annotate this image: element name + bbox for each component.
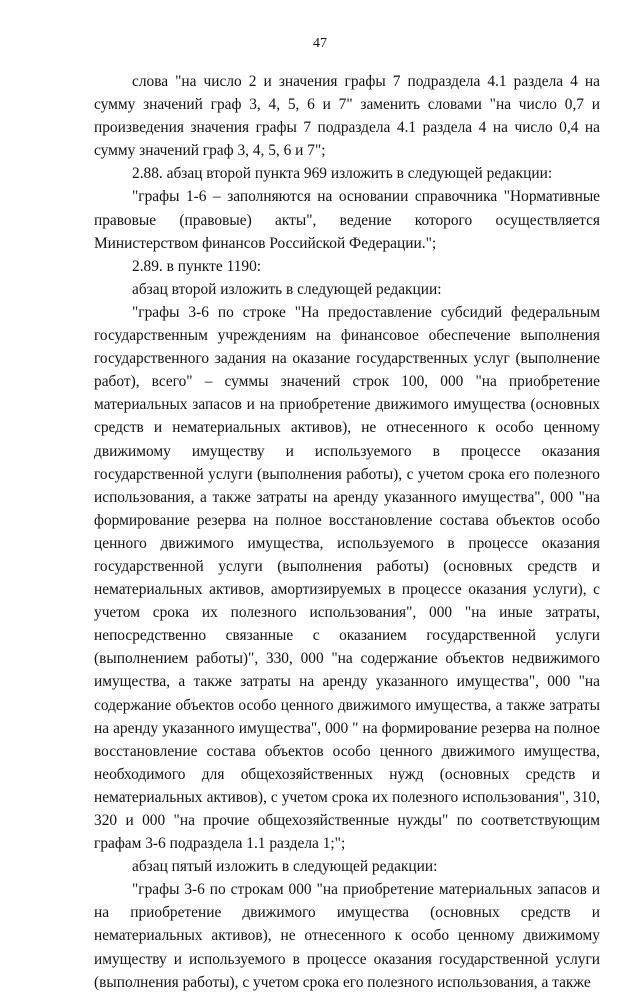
document-body: [94, 70, 600, 994]
paragraph-second-abzac: абзац второй изложить в следующей редакции:: [132, 280, 442, 298]
page-number: 47: [313, 36, 327, 51]
paragraph-columns-3-6-rows: "графы 3-6 по строкам 000 "на приобретение материальных запасов и на приобретение движимого имущества (основных средств и нематериальных активов), не отнесенного к особо ценному движимому имуществу и используемого в процессе оказания государственной услуги (выполнения работы), с учетом срока его полезного использования, а также: [94, 881, 600, 991]
paragraph-item-2-88: 2.88. абзац второй пункта 969 изложить в следующей редакции:: [132, 165, 553, 183]
paragraph-columns-1-6: "графы 1-6 – заполняются на основании справочника "Нормативные правовые (правовые) акты", ведение которого осуществляется Министерством финансов Российской Федерации.";: [94, 188, 600, 252]
paragraph-fifth-abzac: абзац пятый изложить в следующей редакции:: [132, 858, 438, 876]
paragraph-columns-3-6-subsidies: "графы 3-6 по строке "На предоставление субсидий федеральным государственным учреждениям на финансовое обеспечение выполнения государственного задания на оказание государственных услуг (выполнение работ), всего" – суммы значений строк 100, 000 "на приобретение материальных запасов и на приобретение движимого имущества (основных средств и нематериальных активов), не отнесенного к особо ценному движимому имуществу и используемого в процессе оказания государственной услуги (выполнения работы), с учетом срока его полезного использования, а также затраты на аренду указанного имущества", 000 "на формирование резерва на полное восстановление состава объектов особо ценного движимого имущества, используемого в процессе оказания государственной услуги (выполнения работы) (основных средств и нематериальных активов, амортизируемых в процессе оказания услуги), с учетом срока их полезного использования", 000 "на иные затраты, непосредственно связанные с оказанием государственной услуги (выполнением работы)", 330, 000 "на содержание объектов недвижимого имущества, а также затраты на аренду указанного имущества", 000 "на содержание объектов особо ценного движимого имущества, а также затраты на аренду указанного имущества", 000 " на формирование резерва на полное восстановление состава объектов особо ценного движимого имущества, необходимого для общехозяйственных нужд (основных средств и нематериальных активов), с учетом срока их полезного использования", 310, 320 и 000 "на прочие общехозяйственные нужды" по соответствующим графам 3-6 подраздела 1.1 раздела 1;";: [94, 303, 600, 853]
paragraph-replacement-words: слова "на число 2 и значения графы 7 подраздела 4.1 раздела 4 на сумму значений граф 3, 4, 5, 6 и 7" заменить словами "на число 0,7 и произведения значения графы 7 подраздела 4.1 раздела 4 на число 0,4 на сумму значений граф 3, 4, 5, 6 и 7";: [94, 73, 600, 160]
paragraph-item-2-89: 2.89. в пункте 1190:: [132, 257, 262, 275]
